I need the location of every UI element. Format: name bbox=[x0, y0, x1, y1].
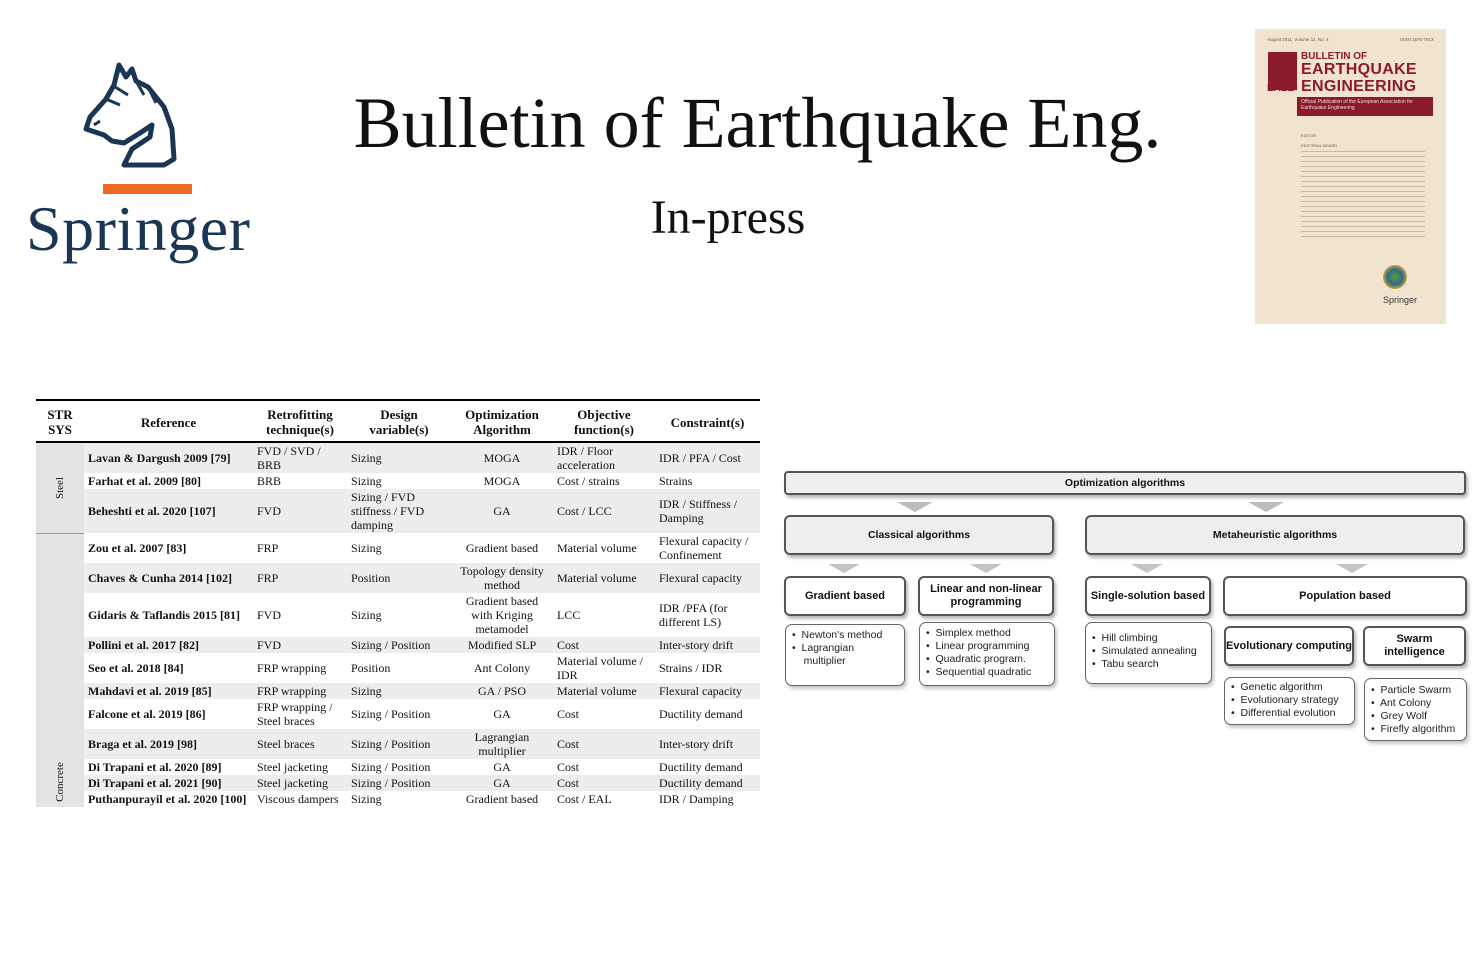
cover-issn: ISSN 1570-761X bbox=[1400, 37, 1434, 42]
cell-objective: Cost bbox=[553, 775, 655, 791]
cell-objective: Cost / LCC bbox=[553, 489, 655, 533]
cell-algorithm: Gradient based bbox=[465, 541, 539, 555]
cell-technique: FRP bbox=[257, 541, 279, 555]
cover-publisher: Springer bbox=[1383, 295, 1418, 305]
retrofit-optimization-table bbox=[36, 399, 760, 825]
str-sys-concrete: Concrete bbox=[36, 533, 84, 807]
cell-reference: Di Trapani et al. 2020 [89] bbox=[88, 760, 222, 774]
cell-algorithm: GA bbox=[451, 775, 553, 791]
table-row bbox=[36, 637, 760, 653]
table-row bbox=[36, 533, 760, 563]
cell-reference: Braga et al. 2019 [98] bbox=[84, 729, 253, 759]
cell-constraint: Inter-story drift bbox=[655, 637, 760, 653]
str-sys-steel: Steel bbox=[36, 442, 84, 533]
cell-objective: Material volume bbox=[553, 683, 655, 699]
arrow-icon bbox=[897, 502, 933, 512]
node-gradient-based: Gradient based bbox=[784, 576, 906, 616]
cell-algorithm: GA / PSO bbox=[451, 683, 553, 699]
table-header-row bbox=[36, 400, 760, 442]
cell-design-variable: Sizing / Position bbox=[347, 637, 451, 653]
cell-objective: LCC bbox=[557, 608, 581, 622]
cell-technique: FVD bbox=[253, 637, 347, 653]
cell-objective: Material volume / IDR bbox=[557, 654, 643, 682]
cell-constraint: Flexural capacity / Confinement bbox=[659, 534, 749, 562]
col-header: Reference bbox=[84, 400, 253, 442]
cell-constraint: IDR / Damping bbox=[659, 792, 734, 806]
cell-constraint: Ductility demand bbox=[659, 707, 743, 721]
node-evolutionary-computing: Evolutionary computing bbox=[1224, 626, 1354, 666]
cell-reference: Seo et al. 2018 [84] bbox=[88, 661, 184, 675]
list-gradient-methods bbox=[785, 624, 905, 686]
table-row bbox=[36, 593, 760, 637]
list-single-solution-methods bbox=[1085, 622, 1212, 684]
list-item: • Grey Wolf bbox=[1371, 710, 1427, 722]
cell-objective: Cost bbox=[557, 760, 580, 774]
list-swarm-methods bbox=[1364, 678, 1467, 741]
list-item: • Simulated annealing bbox=[1092, 645, 1197, 657]
cover-title-1: BULLETIN OF bbox=[1301, 51, 1368, 62]
table-row bbox=[36, 791, 760, 807]
cell-technique: FRP wrapping bbox=[257, 661, 327, 675]
list-item: • Sequential quadratic bbox=[926, 666, 1032, 678]
journal-cover bbox=[1255, 29, 1446, 324]
cell-objective: Cost bbox=[557, 707, 580, 721]
cell-design-variable: Sizing / Position bbox=[351, 760, 431, 774]
list-item: • Newton's method bbox=[792, 629, 883, 641]
cell-technique: FVD bbox=[257, 608, 282, 622]
cell-objective: Material volume bbox=[557, 541, 637, 555]
cell-technique: Steel jacketing bbox=[257, 760, 328, 774]
col-header: Design variable(s) bbox=[347, 400, 451, 442]
table-row bbox=[36, 563, 760, 593]
cell-constraint: Inter-story drift bbox=[655, 729, 760, 759]
table-row bbox=[36, 489, 760, 533]
cell-technique: Viscous dampers bbox=[257, 792, 339, 806]
table-row bbox=[36, 442, 760, 473]
cell-constraint: Strains / IDR bbox=[659, 661, 723, 675]
cell-technique: FVD / SVD / BRB bbox=[253, 442, 347, 473]
cover-board-names bbox=[1301, 151, 1425, 241]
arrow-icon bbox=[1248, 502, 1284, 512]
arrow-icon bbox=[1336, 564, 1368, 573]
node-linear-nonlinear-programming: Linear and non-linear programming bbox=[918, 576, 1054, 616]
list-item: • Hill climbing bbox=[1092, 632, 1158, 644]
cell-technique: Steel jacketing bbox=[253, 775, 347, 791]
list-item: multiplier bbox=[803, 655, 846, 667]
cell-design-variable: Position bbox=[347, 563, 451, 593]
cell-reference: Gidaris & Taflandis 2015 [81] bbox=[88, 608, 241, 622]
cell-design-variable: Sizing / Position bbox=[347, 729, 451, 759]
cell-algorithm: MOGA bbox=[451, 442, 553, 473]
list-item: • Particle Swarm bbox=[1371, 684, 1452, 696]
cover-editor-label: EDITOR EDITORIAL BOARD bbox=[1301, 133, 1338, 148]
cell-reference: Chaves & Cunha 2014 [102] bbox=[84, 563, 253, 593]
list-item: • Firefly algorithm bbox=[1371, 723, 1456, 735]
list-linear-methods bbox=[919, 622, 1055, 686]
optimization-algorithms-diagram bbox=[780, 465, 1480, 765]
cell-reference: Zou et al. 2007 [83] bbox=[88, 541, 187, 555]
node-classical-algorithms: Classical algorithms bbox=[784, 515, 1054, 555]
cell-design-variable: Sizing bbox=[351, 541, 382, 555]
cell-reference: Di Trapani et al. 2021 [90] bbox=[84, 775, 253, 791]
cell-algorithm: Gradient based bbox=[465, 792, 539, 806]
list-item: • Lagrangian bbox=[792, 642, 855, 654]
cell-constraint: Strains bbox=[659, 474, 693, 488]
cell-constraint: Flexural capacity bbox=[655, 683, 760, 699]
col-header: Objective function(s) bbox=[553, 400, 655, 442]
node-population-based: Population based bbox=[1223, 576, 1467, 616]
cell-constraint: IDR / Stiffness / Damping bbox=[655, 489, 760, 533]
cell-design-variable: Sizing bbox=[351, 608, 382, 622]
cell-design-variable: Sizing bbox=[351, 474, 382, 488]
table-row bbox=[36, 759, 760, 775]
cover-issue-line: August 2011, Volume 11, No. 4 bbox=[1267, 37, 1329, 42]
node-optimization-algorithms: Optimization algorithms bbox=[784, 471, 1466, 495]
cover-band: Official Publication of the European Association for Earthquake Engineering bbox=[1297, 97, 1433, 116]
page-subtitle: In-press bbox=[650, 191, 806, 244]
node-metaheuristic-algorithms: Metaheuristic algorithms bbox=[1085, 515, 1465, 555]
col-header: Constraint(s) bbox=[655, 400, 760, 442]
list-item: • Quadratic program. bbox=[926, 653, 1026, 665]
cell-design-variable: Sizing bbox=[347, 442, 451, 473]
cell-algorithm: Modified SLP bbox=[451, 637, 553, 653]
cell-design-variable: Sizing / Position bbox=[351, 707, 431, 721]
cell-design-variable: Sizing bbox=[351, 792, 382, 806]
cell-objective: IDR / Floor acceleration bbox=[553, 442, 655, 473]
table-row bbox=[36, 699, 760, 729]
list-item: • Ant Colony bbox=[1371, 697, 1432, 709]
col-header: Retrofitting technique(s) bbox=[253, 400, 347, 442]
springer-wordmark: Springer bbox=[26, 193, 251, 264]
table-row bbox=[36, 473, 760, 489]
cell-technique: FVD bbox=[253, 489, 347, 533]
list-item: • Genetic algorithm bbox=[1231, 681, 1323, 693]
cell-constraint: Ductility demand bbox=[659, 760, 743, 774]
table-row bbox=[36, 683, 760, 699]
list-evolutionary-methods bbox=[1224, 677, 1355, 725]
cell-design-variable: Position bbox=[351, 661, 391, 675]
cell-algorithm: GA bbox=[451, 489, 553, 533]
cell-reference: Falcone et al. 2019 [86] bbox=[88, 707, 206, 721]
list-item: • Tabu search bbox=[1092, 658, 1159, 670]
cell-reference: Beheshti et al. 2020 [107] bbox=[84, 489, 253, 533]
cell-algorithm: Ant Colony bbox=[473, 661, 531, 675]
list-item: • Linear programming bbox=[926, 640, 1030, 652]
table-row bbox=[36, 775, 760, 791]
cell-algorithm: MOGA bbox=[483, 474, 521, 488]
arrow-icon bbox=[970, 564, 1002, 573]
cell-reference: Puthanpurayil et al. 2020 [100] bbox=[88, 792, 247, 806]
cell-technique: FRP wrapping / Steel braces bbox=[257, 700, 333, 728]
cell-reference: Mahdavi et al. 2019 [85] bbox=[84, 683, 253, 699]
cover-seal-icon bbox=[1383, 265, 1407, 289]
cell-design-variable: Sizing bbox=[347, 683, 451, 699]
cell-reference: Farhat et al. 2009 [80] bbox=[88, 474, 201, 488]
cell-technique: BRB bbox=[257, 474, 282, 488]
cover-title-2: EARTHQUAKE ENGINEERING bbox=[1301, 61, 1417, 95]
col-header: STR SYS bbox=[36, 400, 84, 442]
cell-constraint: IDR / PFA / Cost bbox=[655, 442, 760, 473]
cover-logo-text: EAEE bbox=[1267, 83, 1295, 94]
cell-constraint: IDR /PFA (for different LS) bbox=[659, 601, 728, 629]
cell-constraint: Ductility demand bbox=[655, 775, 760, 791]
node-single-solution-based: Single-solution based bbox=[1085, 576, 1211, 616]
cell-technique: FRP wrapping bbox=[253, 683, 347, 699]
page-title: Bulletin of Earthquake Eng. bbox=[353, 83, 1162, 163]
cell-technique: FRP bbox=[253, 563, 347, 593]
cell-objective: Material volume bbox=[553, 563, 655, 593]
arrow-icon bbox=[1131, 564, 1163, 573]
cell-technique: Steel braces bbox=[253, 729, 347, 759]
cell-algorithm: GA bbox=[493, 760, 511, 774]
table-row bbox=[36, 653, 760, 683]
arrow-icon bbox=[828, 564, 860, 573]
cell-design-variable: Sizing / Position bbox=[347, 775, 451, 791]
node-swarm-intelligence: Swarm intelligence bbox=[1363, 626, 1466, 666]
list-item: • Simplex method bbox=[926, 627, 1011, 639]
cell-reference: Lavan & Dargush 2009 [79] bbox=[84, 442, 253, 473]
list-item: • Evolutionary strategy bbox=[1231, 694, 1339, 706]
cell-objective: Cost / EAL bbox=[557, 792, 612, 806]
cell-objective: Cost bbox=[553, 729, 655, 759]
list-item: • Differential evolution bbox=[1231, 707, 1336, 719]
col-header: Optimization Algorithm bbox=[451, 400, 553, 442]
cell-objective: Cost / strains bbox=[557, 474, 620, 488]
cell-algorithm: GA bbox=[493, 707, 511, 721]
cell-objective: Cost bbox=[553, 637, 655, 653]
cell-algorithm: Lagrangian multiplier bbox=[451, 729, 553, 759]
cell-algorithm: Gradient based with Kriging metamodel bbox=[465, 594, 539, 636]
cell-algorithm: Topology density method bbox=[451, 563, 553, 593]
table-row bbox=[36, 729, 760, 759]
cell-constraint: Flexural capacity bbox=[655, 563, 760, 593]
cell-reference: Pollini et al. 2017 [82] bbox=[84, 637, 253, 653]
cell-design-variable: Sizing / FVD stiffness / FVD damping bbox=[347, 489, 451, 533]
